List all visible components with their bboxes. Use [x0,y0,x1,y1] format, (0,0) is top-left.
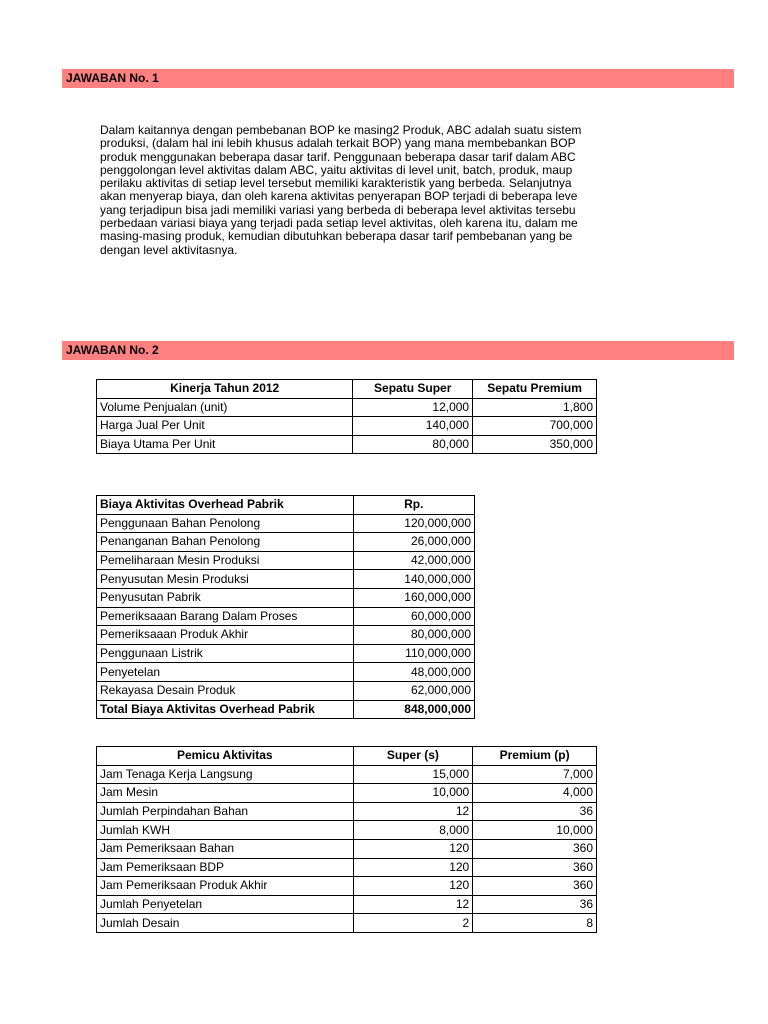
overhead-table [96,495,475,719]
row-label: Penanganan Bahan Penolong [97,533,354,552]
cell-value: 62,000,000 [353,681,474,700]
paragraph-line: masing-masing produk, kemudian dibutuhkan beberapa dasar tarif pembebanan yang be [100,230,573,244]
table-row [97,877,597,896]
table-row [97,417,597,436]
cell-value: 7,000 [473,765,597,784]
cell-value: 8 [473,914,597,933]
row-label: Penggunaan Listrik [97,644,354,663]
cell-value: 120 [353,877,473,896]
cell-value: 80,000 [353,435,473,454]
row-label: Jam Tenaga Kerja Langsung [97,765,354,784]
paragraph-line: produksi, (dalam hal ini lebih khusus adalah terkait BOP) yang mana membebankan BOP [100,137,576,151]
table-row [97,435,597,454]
paragraph-line: penggolongan level aktivitas dalam ABC, yaitu aktivitas di level unit, batch, produk, maup [100,163,573,177]
cell-value: 360 [473,839,597,858]
cell-value: 36 [473,802,597,821]
section-1-header: JAWABAN No. 1 [62,69,734,88]
cell-value: 360 [473,858,597,877]
table-header-row [97,380,597,399]
table-row [97,765,597,784]
paragraph-line: dengan level aktivitasnya. [100,243,238,257]
total-value: 848,000,000 [353,700,474,719]
table-row [97,570,475,589]
row-label: Jumlah Penyetelan [97,895,354,914]
cell-value: 80,000,000 [353,626,474,645]
table-row [97,802,597,821]
row-label: Jumlah KWH [97,821,354,840]
table-row [97,895,597,914]
cell-value: 350,000 [473,435,597,454]
row-label: Jam Pemeriksaan BDP [97,858,354,877]
cell-value: 160,000,000 [353,588,474,607]
cell-value: 26,000,000 [353,533,474,552]
table-row [97,914,597,933]
table-row [97,821,597,840]
cell-value: 4,000 [473,784,597,803]
table-row [97,839,597,858]
row-label: Harga Jual Per Unit [97,417,353,436]
pemicu-table [96,746,597,933]
table-row [97,858,597,877]
cell-value: 2 [353,914,473,933]
paragraph-line: produk menggunakan beberapa dasar tarif. Penggunaan beberapa dasar tarif dalam ABC [100,150,576,164]
row-label: Pemeliharaan Mesin Produksi [97,551,354,570]
row-label: Jumlah Desain [97,914,354,933]
cell-value: 120 [353,858,473,877]
cell-value: 15,000 [353,765,473,784]
cell-value: 10,000 [473,821,597,840]
paragraph-line: perbedaan variasi biaya yang terjadi pada setiap level aktivitas, oleh karena itu, dalam me [100,217,578,231]
cell-value: 8,000 [353,821,473,840]
row-label: Jumlah Perpindahan Bahan [97,802,354,821]
table-row [97,681,475,700]
column-header: Sepatu Super [353,380,473,399]
table-row [97,551,475,570]
kinerja-table [96,379,597,454]
row-label: Jam Pemeriksaan Bahan [97,839,354,858]
paragraph-line: Dalam kaitannya dengan pembebanan BOP ke masing2 Produk, ABC adalah suatu sistem [100,124,582,137]
row-label: Penggunaan Bahan Penolong [97,514,354,533]
table-row [97,644,475,663]
row-label: Jam Pemeriksaan Produk Akhir [97,877,354,896]
total-row [97,700,475,719]
row-label: Penyusutan Pabrik [97,588,354,607]
column-header: Super (s) [353,747,473,766]
section-2-header: JAWABAN No. 2 [62,341,734,360]
column-header: Premium (p) [473,747,597,766]
table-row [97,607,475,626]
row-label: Pemeriksaaan Barang Dalam Proses [97,607,354,626]
cell-value: 10,000 [353,784,473,803]
table-row [97,514,475,533]
cell-value: 12,000 [353,398,473,417]
row-label: Jam Mesin [97,784,354,803]
table-header-row [97,496,475,515]
answer-1-paragraph [100,124,598,272]
table-row [97,588,475,607]
row-label: Rekayasa Desain Produk [97,681,354,700]
cell-value: 48,000,000 [353,663,474,682]
row-label: Volume Penjualan (unit) [97,398,353,417]
table-row [97,784,597,803]
paragraph-line: perilaku aktivitas di setiap level tersebut memiliki karakteristik yang berbeda. Selanjutnya [100,177,572,191]
row-label: Penyetelan [97,663,354,682]
cell-value: 1,800 [473,398,597,417]
row-label: Biaya Utama Per Unit [97,435,353,454]
cell-value: 42,000,000 [353,551,474,570]
table-row [97,663,475,682]
cell-value: 360 [473,877,597,896]
cell-value: 120,000,000 [353,514,474,533]
cell-value: 700,000 [473,417,597,436]
row-label: Pemeriksaaan Produk Akhir [97,626,354,645]
cell-value: 140,000,000 [353,570,474,589]
paragraph-line: akan menyerap biaya, dan oleh karena aktivitas penyerapan BOP terjadi di beberapa leve [100,190,578,204]
paragraph-line: yang terjadipun bisa jadi memiliki variasi yang berbeda di beberapa level aktivitas tersebu [100,203,576,217]
table-row [97,533,475,552]
column-header: Kinerja Tahun 2012 [97,380,353,399]
cell-value: 120 [353,839,473,858]
column-header: Rp. [353,496,474,515]
table-row [97,398,597,417]
column-header: Biaya Aktivitas Overhead Pabrik [97,496,354,515]
cell-value: 140,000 [353,417,473,436]
column-header: Sepatu Premium [473,380,597,399]
table-header-row [97,747,597,766]
cell-value: 60,000,000 [353,607,474,626]
cell-value: 12 [353,802,473,821]
row-label: Penyusutan Mesin Produksi [97,570,354,589]
total-label: Total Biaya Aktivitas Overhead Pabrik [97,700,354,719]
cell-value: 110,000,000 [353,644,474,663]
cell-value: 12 [353,895,473,914]
column-header: Pemicu Aktivitas [97,747,354,766]
cell-value: 36 [473,895,597,914]
table-row [97,626,475,645]
